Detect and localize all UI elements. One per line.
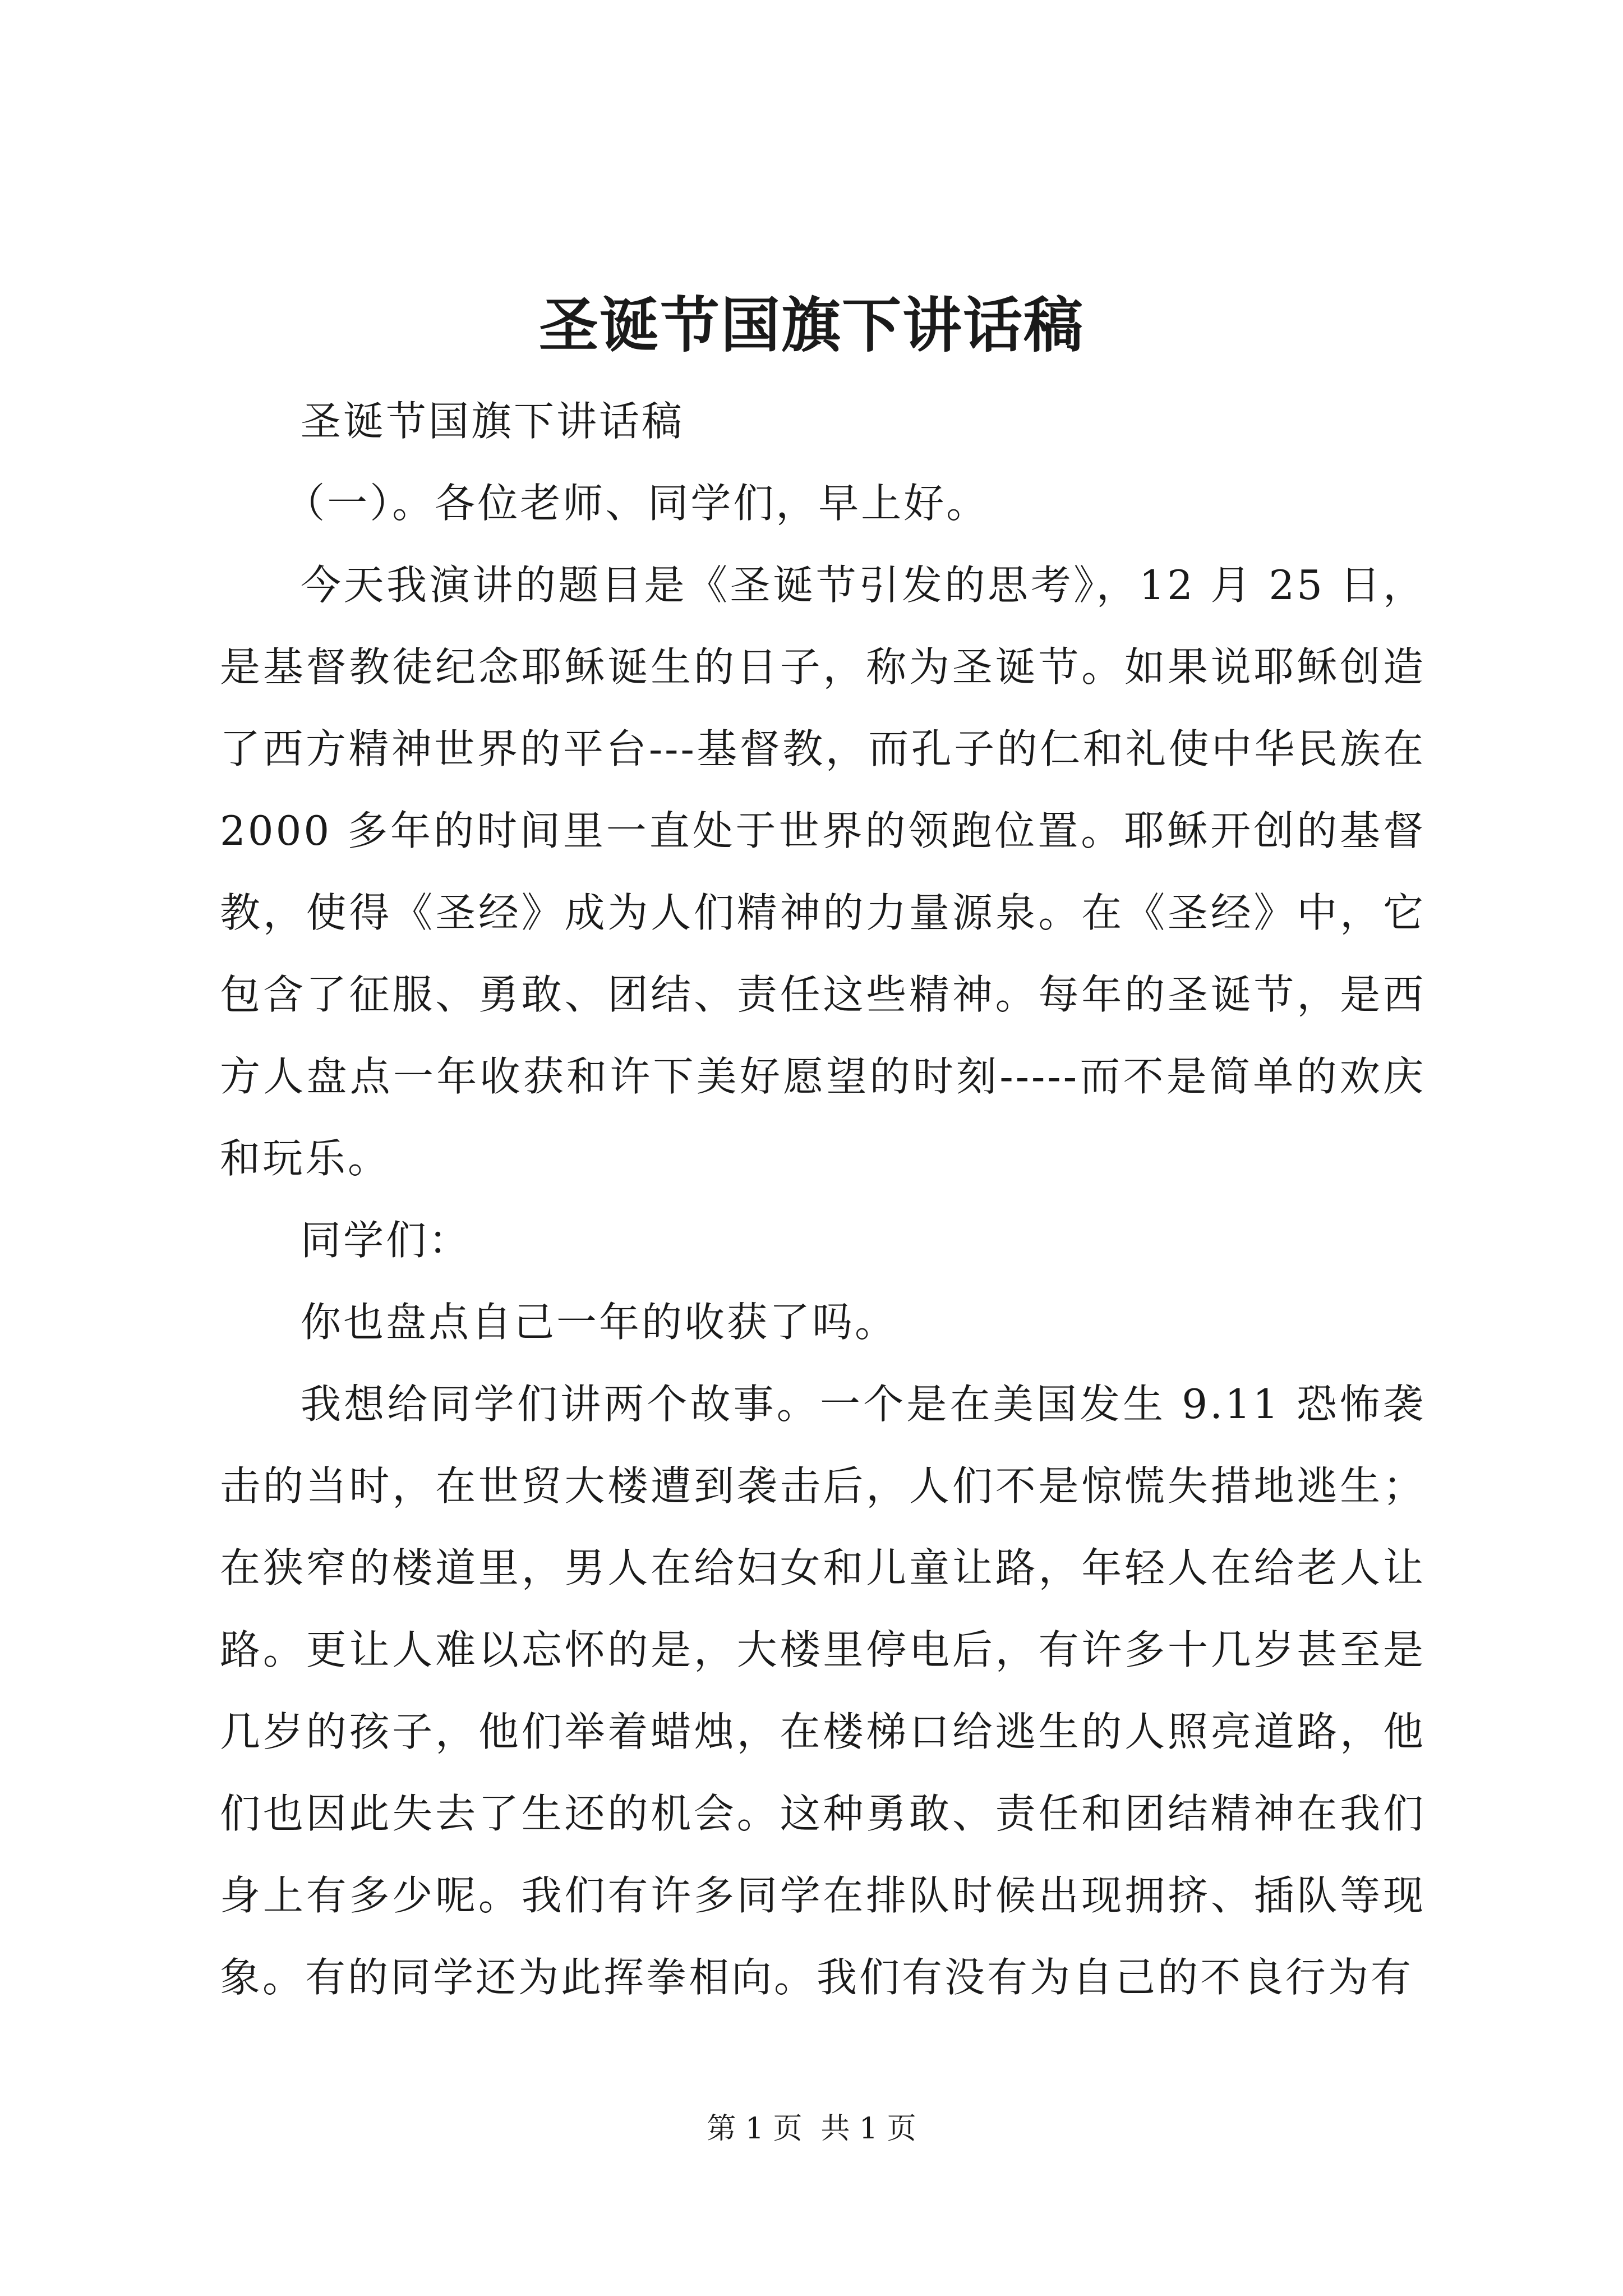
paragraph-greeting: （一）。各位老师、同学们，早上好。 bbox=[284, 480, 989, 527]
page-number-label: 第 1 页 共 1 页 bbox=[707, 2112, 916, 2146]
paragraph-stories: 我想给同学们讲两个故事。一个是在美国发生 9.11 恐怖袭击的当时，在世贸大楼遭到袭击后，人们不是惊慌失措地逃生；在狭窄的楼道里，男人在给妇女和儿童让路，年轻人在给老人让路。更让人难以忘怀的是，大楼里停电后，有许多十几岁甚至是几岁的孩子，他们举着蜡烛，在楼梯口给逃生的人照亮道路，他们也因此失去了生还的机会。这种勇敢、责任和团结精神在我们身上有多少呢。我们有许多同学在排队时候出现拥挤、插队等现象。有的同学还为此挥拳相向。我们有没有为自己的不良行为有 bbox=[220, 1381, 1426, 2001]
document-body bbox=[220, 380, 1426, 2018]
page-footer bbox=[0, 2106, 1623, 2151]
paragraph-question: 你也盘点自己一年的收获了吗。 bbox=[301, 1299, 898, 1346]
paragraph-address: 同学们： bbox=[301, 1217, 472, 1264]
document-title: 圣诞节国旗下讲话稿 bbox=[539, 290, 1084, 360]
paragraph-subtitle: 圣诞节国旗下讲话稿 bbox=[301, 398, 685, 445]
paragraph-intro: 今天我演讲的题目是《圣诞节引发的思考》，12 月 25 日，是基督教徒纪念耶稣诞生的日子，称为圣诞节。如果说耶稣创造了西方精神世界的平台---基督教，而孔子的仁和礼使中华民族在 2000 多年的时间里一直处于世界的领跑位置。耶稣开创的基督教，使得《圣经》成为人们精神的力量源泉。在《圣经》中，它包含了征服、勇敢、团结、责任这些精神。每年的圣诞节，是西方人盘点一年收获和许下美好愿望的时刻-----而不是简单的欢庆和玩乐。 bbox=[220, 562, 1426, 1182]
